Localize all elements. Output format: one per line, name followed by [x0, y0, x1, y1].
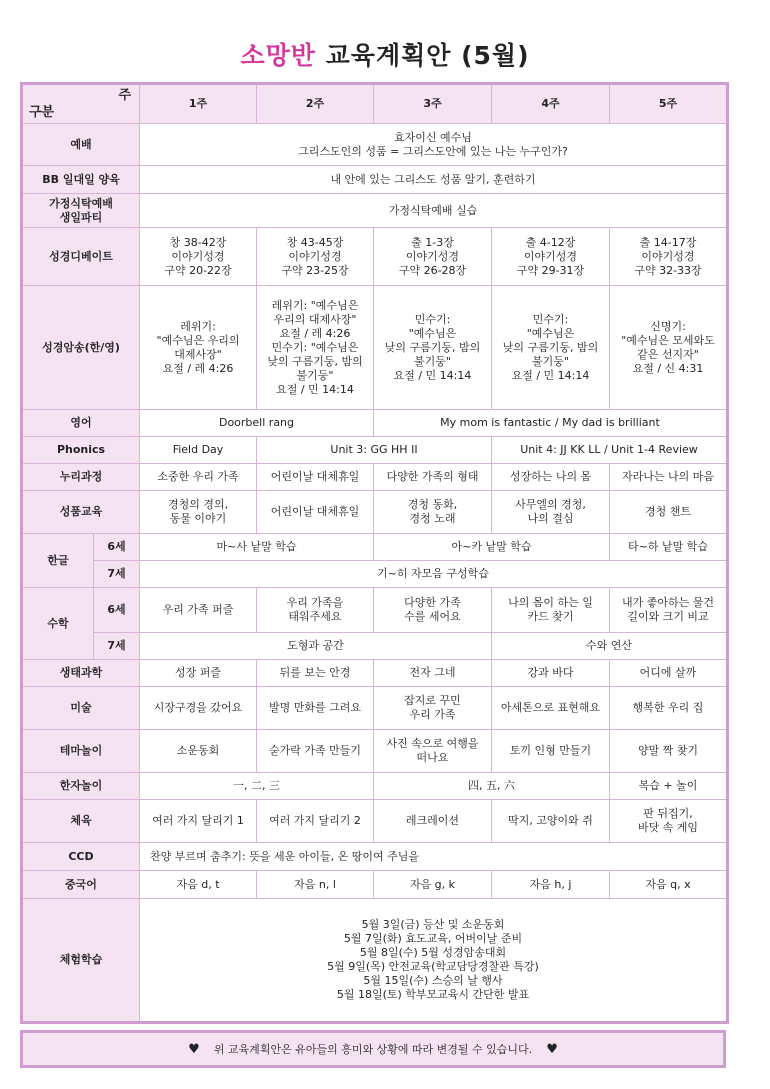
- hanja-cell: 복습 + 놀이: [610, 773, 728, 800]
- chinese-row: [22, 871, 728, 899]
- worship-row: [22, 124, 728, 166]
- row-label-experience: 체험학습: [22, 899, 140, 1023]
- nuri-cell: 성장하는 나의 몸: [492, 464, 610, 491]
- row-label-science: 생태과학: [22, 660, 140, 687]
- math-row-6: [22, 588, 728, 633]
- worship-cell: [140, 124, 728, 166]
- hangul-cell: 아~카 낱말 학습: [374, 534, 610, 561]
- row-label-nuri: 누리과정: [22, 464, 140, 491]
- bb-row: [22, 166, 728, 194]
- memory-cell: 레위기: "예수님은 우리의 대제사장" 요절 / 레 4:26 민수기: "예수님은 낮의 구름기둥, 밤의 불기둥" 요절 / 민 14:14: [257, 286, 374, 410]
- row-label-hangul: 한글: [22, 534, 94, 588]
- experience-cell: [140, 899, 728, 1023]
- debate-cell: 출 14-17장 이야기성경 구약 32-33장: [610, 228, 728, 286]
- pe-cell: 여러 가지 달리기 1: [140, 800, 257, 843]
- chinese-cell: 자음 d, t: [140, 871, 257, 899]
- nuri-row: [22, 464, 728, 491]
- experience-item: 5월 7일(화) 효도교육, 어버이날 준비: [343, 932, 523, 945]
- art-cell: 잡지로 꾸민 우리 가족: [374, 687, 492, 730]
- hangul-cell: 마~사 낱말 학습: [140, 534, 374, 561]
- heart-icon: ♥: [188, 1041, 200, 1057]
- chinese-cell: 자음 n, l: [257, 871, 374, 899]
- week-header: 3주: [374, 84, 492, 124]
- hangul-cell-7: 기~히 자모음 구성학습: [140, 561, 728, 588]
- age-label-6: 6세: [94, 588, 140, 633]
- row-label-phonics: Phonics: [22, 437, 140, 464]
- row-label-bb: BB 일대일 양육: [22, 166, 140, 194]
- math-cell-7: 수와 연산: [492, 633, 728, 660]
- art-cell: 아세톤으로 표현해요: [492, 687, 610, 730]
- pe-cell: 여러 가지 달리기 2: [257, 800, 374, 843]
- memory-row: [22, 286, 728, 410]
- title-rest: 교육계획안 (5월): [325, 41, 530, 70]
- math-cell-7: 도형과 공간: [140, 633, 492, 660]
- pe-cell: 판 뒤집기, 바닷 속 게임: [610, 800, 728, 843]
- row-label-debate: 성경디베이트: [22, 228, 140, 286]
- art-cell: 행복한 우리 집: [610, 687, 728, 730]
- ccd-row: [22, 843, 728, 871]
- age-label-7: 7세: [94, 633, 140, 660]
- row-label-english: 영어: [22, 410, 140, 437]
- row-label-art: 미술: [22, 687, 140, 730]
- worship-line-1: 효자이신 예수님: [394, 130, 472, 144]
- hangul-row-6: [22, 534, 728, 561]
- nuri-cell: 자라나는 나의 마음: [610, 464, 728, 491]
- bb-cell: 내 안에 있는 그리스도 성품 알기, 훈련하기: [140, 166, 728, 194]
- week-header: 5주: [610, 84, 728, 124]
- character-cell: 경청의 경의, 동물 이야기: [140, 491, 257, 534]
- memory-cell: 민수기: "예수님은 낮의 구름기둥, 밤의 불기둥" 요절 / 민 14:14: [374, 286, 492, 410]
- family-row: [22, 194, 728, 228]
- age-label-6: 6세: [94, 534, 140, 561]
- row-label-hanja: 한자놀이: [22, 773, 140, 800]
- math-cell: 우리 가족을 태워주세요: [257, 588, 374, 633]
- english-cell: My mom is fantastic / My dad is brilliant: [374, 410, 728, 437]
- page-title: [0, 36, 770, 72]
- experience-item: 5월 3일(금) 등산 및 소운동회: [361, 918, 505, 931]
- character-cell: 경청 챈트: [610, 491, 728, 534]
- worship-line-2: 그리스도인의 성품 = 그리스도안에 있는 나는 누구인가?: [298, 144, 568, 158]
- phonics-row: [22, 437, 728, 464]
- heart-icon: ♥: [546, 1041, 558, 1057]
- pe-row: [22, 800, 728, 843]
- math-cell: 나의 몸이 하는 일 카드 찾기: [492, 588, 610, 633]
- theme-cell: 토끼 인형 만들기: [492, 730, 610, 773]
- science-cell: 뒤를 보는 안경: [257, 660, 374, 687]
- footer-note: [20, 1030, 726, 1068]
- footer-text: 위 교육계획안은 유아들의 흥미와 상황에 따라 변경될 수 있습니다.: [213, 1043, 533, 1056]
- experience-item: 5월 8일(수) 5월 성경암송대회: [359, 946, 507, 959]
- hanja-row: [22, 773, 728, 800]
- lesson-plan-table: [20, 82, 729, 1024]
- memory-cell: 레위기: "예수님은 우리의 대제사장" 요절 / 레 4:26: [140, 286, 257, 410]
- row-label-family: 가정식탁예배 생일파티: [22, 194, 140, 228]
- experience-item: 5월 9일(목) 안전교육(학교담당경찰관 특강): [327, 960, 539, 973]
- debate-cell: 창 43-45장 이야기성경 구약 23-25장: [257, 228, 374, 286]
- corner-category-label: 구분: [29, 105, 55, 120]
- row-label-theme: 테마놀이: [22, 730, 140, 773]
- art-row: [22, 687, 728, 730]
- hangul-cell: 타~하 낱말 학습: [610, 534, 728, 561]
- pe-cell: 딱지, 고양이와 쥐: [492, 800, 610, 843]
- math-cell: 내가 좋아하는 물건 길이와 크기 비교: [610, 588, 728, 633]
- nuri-cell: 다양한 가족의 형태: [374, 464, 492, 491]
- corner-cell: [22, 84, 140, 124]
- theme-cell: 양말 짝 찾기: [610, 730, 728, 773]
- phonics-cell: Field Day: [140, 437, 257, 464]
- row-label-pe: 체육: [22, 800, 140, 843]
- art-cell: 시장구경을 갔어요: [140, 687, 257, 730]
- hangul-row-7: [22, 561, 728, 588]
- chinese-cell: 자음 g, k: [374, 871, 492, 899]
- science-cell: 성장 퍼즐: [140, 660, 257, 687]
- hanja-cell: 一, 二, 三: [140, 773, 374, 800]
- phonics-cell: Unit 3: GG HH II: [257, 437, 492, 464]
- chinese-cell: 자음 h, j: [492, 871, 610, 899]
- week-header: 1주: [140, 84, 257, 124]
- english-row: [22, 410, 728, 437]
- character-cell: 어린이날 대체휴일: [257, 491, 374, 534]
- science-cell: 강과 바다: [492, 660, 610, 687]
- row-label-memory: 성경암송(한/영): [22, 286, 140, 410]
- debate-cell: 출 1-3장 이야기성경 구약 26-28장: [374, 228, 492, 286]
- art-cell: 발명 만화를 그려요: [257, 687, 374, 730]
- debate-cell: 창 38-42장 이야기성경 구약 20-22장: [140, 228, 257, 286]
- row-label-ccd: CCD: [22, 843, 140, 871]
- english-cell: Doorbell rang: [140, 410, 374, 437]
- character-row: [22, 491, 728, 534]
- experience-item: 5월 15일(수) 스승의 날 행사: [363, 974, 503, 987]
- family-cell: 가정식탁예배 실습: [140, 194, 728, 228]
- row-label-chinese: 중국어: [22, 871, 140, 899]
- theme-row: [22, 730, 728, 773]
- debate-cell: 출 4-12장 이야기성경 구약 29-31장: [492, 228, 610, 286]
- age-label-7: 7세: [94, 561, 140, 588]
- chinese-cell: 자음 q, x: [610, 871, 728, 899]
- science-cell: 전자 그네: [374, 660, 492, 687]
- week-header: 4주: [492, 84, 610, 124]
- memory-cell: 민수기: "예수님은 낮의 구름기둥, 밤의 불기둥" 요절 / 민 14:14: [492, 286, 610, 410]
- math-cell: 다양한 가족 수를 세어요: [374, 588, 492, 633]
- hanja-cell: 四, 五, 六: [374, 773, 610, 800]
- class-name: 소망반: [240, 41, 316, 70]
- row-label-character: 성품교육: [22, 491, 140, 534]
- debate-row: [22, 228, 728, 286]
- science-row: [22, 660, 728, 687]
- theme-cell: 숟가락 가족 만들기: [257, 730, 374, 773]
- row-label-math: 수학: [22, 588, 94, 660]
- row-label-worship: 예배: [22, 124, 140, 166]
- character-cell: 경청 동화, 경청 노래: [374, 491, 492, 534]
- week-header: 2주: [257, 84, 374, 124]
- header-row: [22, 84, 728, 124]
- math-cell: 우리 가족 퍼즐: [140, 588, 257, 633]
- character-cell: 사무엘의 경청, 나의 결심: [492, 491, 610, 534]
- theme-cell: 소운동회: [140, 730, 257, 773]
- phonics-cell: Unit 4: JJ KK LL / Unit 1-4 Review: [492, 437, 728, 464]
- math-row-7: [22, 633, 728, 660]
- experience-row: [22, 899, 728, 1023]
- theme-cell: 사진 속으로 여행을 떠나요: [374, 730, 492, 773]
- ccd-cell: 찬양 부르며 춤추기: 뜻을 세운 아이들, 온 땅이여 주님을: [140, 843, 728, 871]
- experience-item: 5월 18일(토) 학부모교육시 간단한 발표: [336, 988, 530, 1001]
- memory-cell: 신명기: "예수님은 모세와도 같은 선지자" 요절 / 신 4:31: [610, 286, 728, 410]
- nuri-cell: 어린이날 대체휴일: [257, 464, 374, 491]
- corner-week-label: 주: [118, 88, 131, 103]
- pe-cell: 레크레이션: [374, 800, 492, 843]
- science-cell: 어디에 살까: [610, 660, 728, 687]
- nuri-cell: 소중한 우리 가족: [140, 464, 257, 491]
